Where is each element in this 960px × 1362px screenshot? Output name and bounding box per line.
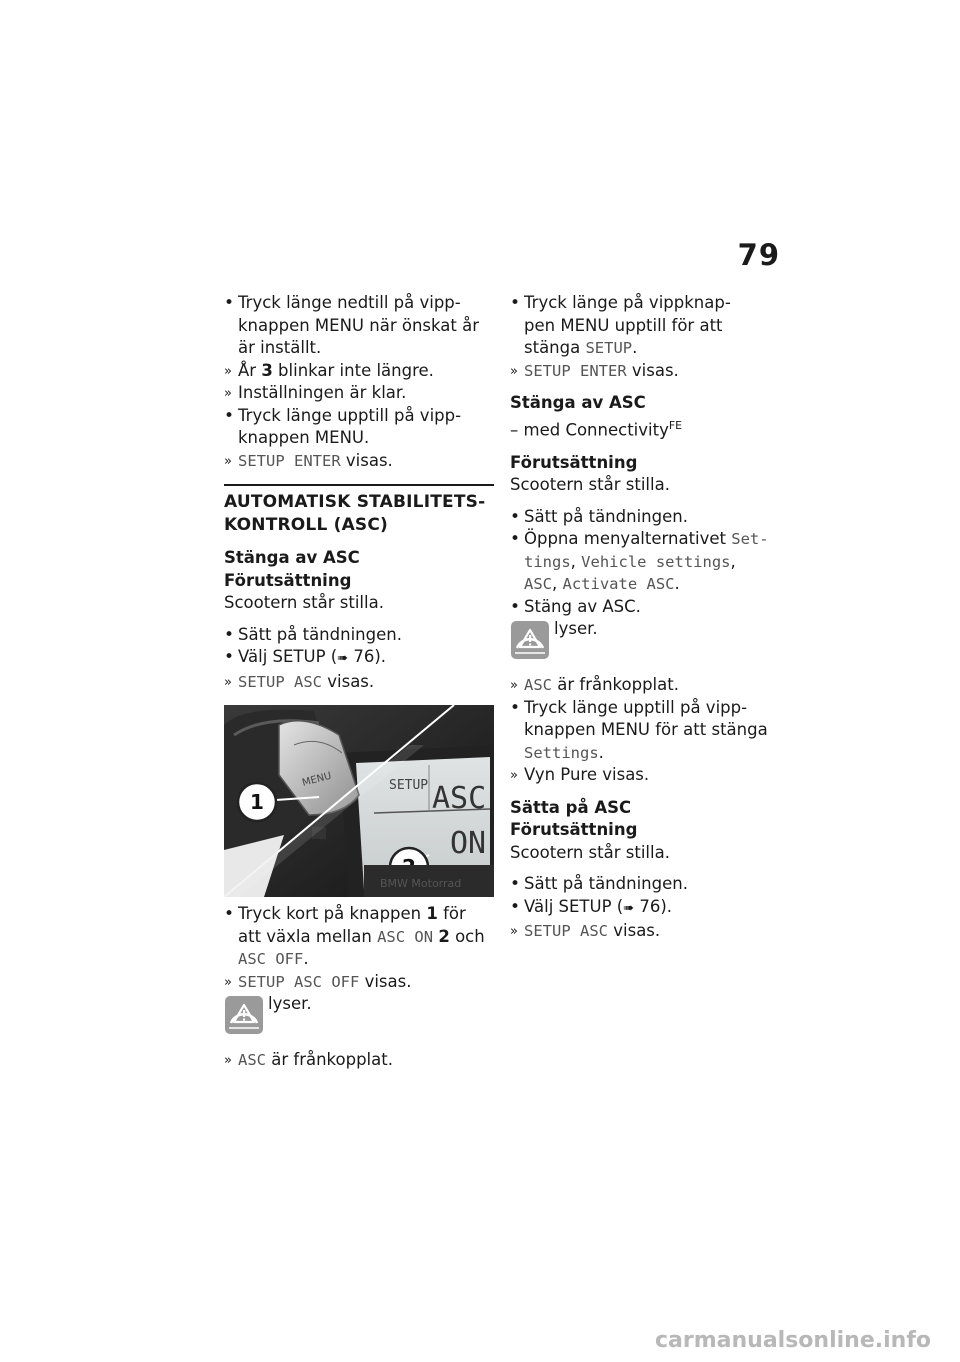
text: , <box>730 551 736 571</box>
text: Välj SETUP ( <box>524 896 624 916</box>
text: blinkar inte längre. <box>272 360 434 380</box>
text-line: knappen MENU när önskat år <box>238 315 479 335</box>
brand-text: BMW Motorrad <box>380 877 462 890</box>
display-text: ASC <box>524 676 552 694</box>
display-text: ASC ON <box>377 927 434 946</box>
lcd-on-text: ON <box>450 826 487 861</box>
watermark: carmanualsonline.info <box>655 1328 931 1353</box>
bold-number: 1 <box>426 904 438 923</box>
text: visas. <box>626 360 679 380</box>
text: År <box>238 360 262 380</box>
heading-line: KONTROLL (ASC) <box>224 515 389 535</box>
list-item <box>510 596 780 619</box>
page-ref-arrow-icon: ➠ <box>623 900 635 916</box>
display-text: SETUP ENTER <box>524 361 627 380</box>
text: Stäng av ASC. <box>524 596 641 616</box>
list-item <box>224 624 494 647</box>
text-line: Tryck länge på vippknap- <box>524 293 731 312</box>
lcd-asc-text: ASC <box>432 781 487 816</box>
list-item <box>224 903 494 971</box>
asc-warning-icon <box>510 620 550 660</box>
text: stänga <box>524 338 586 357</box>
text: och <box>449 926 485 946</box>
display-text: Set- <box>731 530 769 548</box>
result-marker: » <box>224 453 232 469</box>
text: Välj SETUP ( <box>238 647 338 666</box>
list-item <box>510 360 780 383</box>
heading-line: AUTOMATISK STABILITETS- <box>224 492 486 512</box>
list-item <box>510 896 780 921</box>
bullet-marker: • <box>510 293 521 313</box>
list-item <box>510 764 780 787</box>
menu-button-label: MENU <box>301 770 333 789</box>
dashboard-figure <box>224 705 494 897</box>
list-item <box>510 292 780 360</box>
text: Vyn Pure visas. <box>524 765 650 784</box>
display-text: SETUP <box>585 339 633 357</box>
subheading-variant: – med Connectivity$^{FE}$ <box>510 418 683 439</box>
subheading: Förutsättning <box>510 452 638 472</box>
asc-warning-icon <box>224 995 264 1035</box>
display-text: SETUP ASC OFF <box>238 972 360 991</box>
subheading: Förutsättning <box>510 820 638 839</box>
text-line: är inställt. <box>238 338 322 357</box>
warning-text: lyser. <box>268 994 312 1013</box>
list-item <box>224 671 494 694</box>
text-line <box>524 742 780 765</box>
list-item <box>510 506 780 529</box>
text: . <box>674 574 680 593</box>
text: , <box>570 551 582 571</box>
display-text: ASC <box>238 1051 266 1069</box>
subheading: Stänga av ASC <box>510 393 646 412</box>
text-line <box>238 903 494 926</box>
result-marker: » <box>224 386 232 401</box>
text-line: Tryck länge upptill på vipp- <box>524 697 748 717</box>
display-text: SETUP ASC <box>238 672 322 691</box>
left-column <box>224 292 494 1072</box>
text-line: knappen MENU för att stänga <box>524 720 768 739</box>
list-item <box>224 1049 494 1072</box>
text: att växla mellan <box>238 926 378 946</box>
list-item <box>510 528 780 596</box>
text-line <box>238 948 494 971</box>
display-text: Activate ASC <box>562 575 675 593</box>
bullet-marker: • <box>510 874 521 894</box>
bullet-marker: • <box>510 697 521 718</box>
paragraph: Scootern står stilla. <box>510 475 670 494</box>
text: för <box>437 904 466 923</box>
list-item <box>224 971 494 994</box>
result-marker: » <box>224 363 232 379</box>
lcd-setup-text: SETUP <box>389 778 429 793</box>
list-item <box>510 873 780 896</box>
bullet-marker: • <box>224 624 235 645</box>
text-line: knappen MENU. <box>238 428 370 447</box>
dashboard-photo <box>224 705 494 897</box>
right-column <box>510 292 780 943</box>
list-item <box>224 292 494 360</box>
subheading: Förutsättning <box>224 570 352 590</box>
display-text: Settings <box>524 743 599 762</box>
result-marker: » <box>224 1053 232 1068</box>
display-text: SETUP ENTER <box>238 451 341 470</box>
bullet-marker: • <box>224 647 235 667</box>
list-item <box>224 382 494 405</box>
text: visas. <box>608 921 661 940</box>
bold-number: 3 <box>261 360 273 380</box>
result-marker: » <box>224 974 232 990</box>
text-line <box>524 573 780 596</box>
bold-number: 2 <box>438 926 450 946</box>
text: Tryck kort på knappen <box>238 904 427 923</box>
text-line <box>524 337 780 360</box>
bullet-marker: • <box>510 529 521 549</box>
list-item <box>224 646 494 671</box>
result-marker: » <box>510 678 518 693</box>
bullet-marker: • <box>510 506 521 527</box>
text: visas. <box>340 450 393 470</box>
warning-row <box>510 620 780 662</box>
warning-text: lyser. <box>554 619 598 638</box>
text: Inställningen är klar. <box>238 383 407 402</box>
text-line: pen MENU upptill för att <box>524 315 723 335</box>
text-line: Tryck länge nedtill på vipp- <box>238 293 461 312</box>
display-text: tings <box>524 552 571 571</box>
list-item <box>224 405 494 450</box>
subheading: Sätta på ASC <box>510 797 632 817</box>
result-marker: » <box>510 363 518 379</box>
text-line <box>524 528 780 551</box>
display-text: ASC OFF <box>238 950 304 968</box>
warning-row <box>224 995 494 1037</box>
text: . <box>632 338 638 357</box>
subheading: Stänga av ASC <box>224 548 360 567</box>
text: Sätt på tändningen. <box>524 506 688 526</box>
display-text: ASC <box>524 575 552 593</box>
text: . <box>303 949 309 968</box>
text: är frånkopplat. <box>266 1050 393 1069</box>
result-marker: » <box>510 924 518 939</box>
text-line: Tryck länge upptill på vipp- <box>238 405 462 425</box>
bullet-marker: • <box>224 293 235 313</box>
text: visas. <box>322 671 375 691</box>
callout-1: 1 <box>250 790 264 814</box>
text: är frånkopplat. <box>552 675 679 694</box>
paragraph: Scootern står stilla. <box>224 593 384 612</box>
superscript: FE <box>668 418 683 432</box>
paragraph: Scootern står stilla. <box>510 842 670 862</box>
bullet-marker: • <box>510 596 521 617</box>
section-heading <box>224 484 494 537</box>
page-ref-arrow-icon: ➠ <box>337 651 349 666</box>
text: . <box>598 742 604 762</box>
bullet-marker: • <box>224 904 235 924</box>
text: Sätt på tändningen. <box>238 624 402 644</box>
list-item <box>224 450 494 473</box>
text: Sätt på tändningen. <box>524 874 688 893</box>
page-ref: 76). <box>348 647 387 666</box>
text-line <box>238 926 494 949</box>
bullet-marker: • <box>224 405 235 426</box>
display-text: SETUP ASC <box>524 922 608 940</box>
result-marker: » <box>510 768 518 783</box>
page-number: 79 <box>737 238 780 272</box>
text-line <box>524 551 780 574</box>
text: visas. <box>359 971 412 991</box>
list-item <box>510 920 780 943</box>
display-text: Vehicle settings <box>581 552 731 571</box>
text: , <box>552 574 563 593</box>
result-marker: » <box>224 674 232 690</box>
list-item <box>510 697 780 765</box>
page-ref: 76). <box>634 896 673 916</box>
list-item <box>510 674 780 697</box>
bullet-marker: • <box>510 896 521 917</box>
text: Öppna menyalternativet <box>524 529 732 548</box>
list-item <box>224 360 494 383</box>
